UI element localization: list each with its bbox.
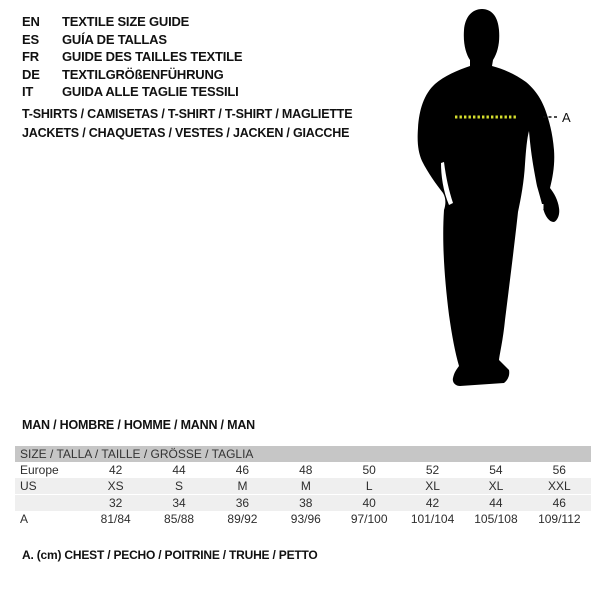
- table-cell: 42: [109, 463, 123, 477]
- table-cell: 38: [274, 495, 337, 512]
- table-row-us-numeric: [15, 495, 591, 512]
- table-cell: XL: [401, 478, 464, 495]
- table-cell: 109/112: [538, 512, 581, 526]
- language-row: [22, 48, 242, 66]
- table-cell: XS: [84, 478, 147, 495]
- table-cell: 54: [489, 463, 503, 477]
- table-cell: 105/108: [474, 512, 518, 526]
- language-code: DE: [22, 66, 40, 82]
- table-cell: 44: [464, 495, 527, 512]
- silhouette-shape: [418, 9, 560, 386]
- table-cell: 85/88: [164, 512, 195, 526]
- language-label: TEXTILE SIZE GUIDE: [62, 14, 190, 29]
- table-cell: 44: [172, 463, 186, 477]
- table-cell: 52: [425, 463, 440, 477]
- table-cell: 40: [338, 495, 401, 512]
- section-title-man: MAN / HOMBRE / HOMME / MANN / MAN: [22, 418, 255, 432]
- language-label: TEXTILGRÖßENFÜHRUNG: [62, 66, 224, 82]
- table-cell: 34: [147, 495, 210, 512]
- table-cell: XXL: [528, 478, 591, 495]
- table-cell: 97/100: [350, 512, 388, 526]
- table-row-us: [15, 478, 591, 495]
- table-header: SIZE / TALLA / TAILLE / GRÖSSE / TAGLIA: [15, 446, 591, 462]
- language-code: ES: [22, 31, 39, 47]
- table-cell: L: [338, 478, 401, 495]
- language-list: [22, 13, 242, 101]
- table-cell: 93/96: [290, 512, 321, 526]
- garment-categories: [22, 105, 352, 142]
- table-cell: M: [211, 478, 274, 495]
- language-label: GUIDA ALLE TAGLIE TESSILI: [62, 84, 239, 100]
- measure-label-a: A: [562, 110, 571, 125]
- table-header-row: [15, 446, 591, 462]
- table-row-chest-cm: [15, 511, 591, 527]
- measurement-footnote: A. (cm) CHEST / PECHO / POITRINE / TRUHE / PETTO: [22, 548, 318, 562]
- language-code: IT: [22, 84, 34, 100]
- language-code: EN: [22, 14, 40, 29]
- language-row: [22, 31, 242, 49]
- table-cell: 101/104: [410, 512, 455, 526]
- row-label-a: A: [20, 512, 29, 526]
- language-row: [22, 83, 242, 101]
- language-row: [22, 66, 242, 84]
- table-row-europe: [15, 462, 591, 478]
- man-silhouette-figure: [408, 0, 578, 400]
- table-cell: M: [274, 478, 337, 495]
- man-silhouette: [408, 0, 578, 400]
- row-label-europe: Europe: [20, 463, 59, 477]
- table-cell: 46: [528, 495, 591, 512]
- table-cell: 48: [299, 463, 313, 477]
- table-cell: 46: [235, 463, 250, 477]
- language-row: [22, 13, 242, 31]
- row-label-blank: [15, 495, 84, 512]
- table-cell: 81/84: [100, 512, 131, 526]
- table-cell: 50: [362, 463, 376, 477]
- language-label: GUÍA DE TALLAS: [62, 31, 167, 47]
- category-jackets: JACKETS / CHAQUETAS / VESTES / JACKEN / GIACCHE: [22, 125, 350, 140]
- language-code: FR: [22, 49, 39, 65]
- size-table: [15, 446, 591, 527]
- table-cell: 89/92: [227, 512, 258, 526]
- table-cell: 36: [211, 495, 274, 512]
- table-cell: 56: [552, 463, 566, 477]
- category-tshirts: T-SHIRTS / CAMISETAS / T-SHIRT / T-SHIRT / MAGLIETTE: [22, 107, 353, 121]
- right-hand-gap: [541, 204, 544, 209]
- row-label-us: US: [15, 478, 84, 495]
- table-cell: 42: [401, 495, 464, 512]
- table-cell: 32: [84, 495, 147, 512]
- table-cell: XL: [464, 478, 527, 495]
- language-label: GUIDE DES TAILLES TEXTILE: [62, 49, 243, 65]
- table-cell: S: [147, 478, 210, 495]
